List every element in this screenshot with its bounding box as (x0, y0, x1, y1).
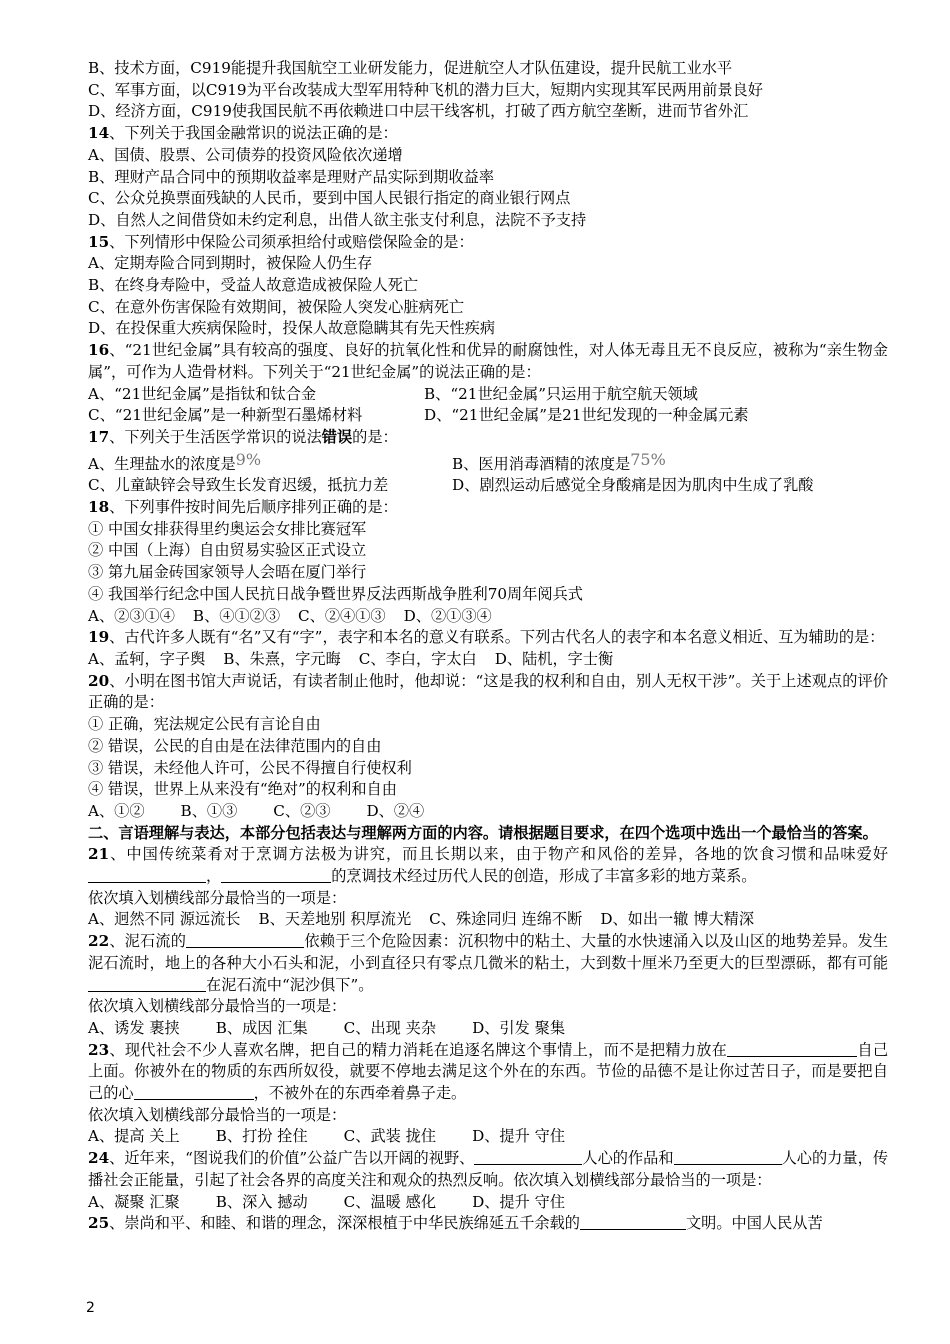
option-row (88, 384, 888, 406)
option-line: C、公众兑换票面残缺的人民币，要到中国人民银行指定的商业银行网点 (88, 189, 571, 208)
formula-value: 75% (630, 449, 666, 469)
question-number: 22 (88, 932, 110, 951)
option-b: B、①③ (180, 801, 238, 820)
question-text: 的烹调技术经过历代人民的创造，形成了丰富多彩的地方菜系。 (331, 867, 757, 886)
question-number: 24 (88, 1149, 110, 1168)
question-19-stem (88, 627, 888, 649)
question-number: 15 (88, 232, 110, 251)
question-17-stem (88, 427, 888, 449)
option-line: D、经济方面，C919使我国民航不再依赖进口中层干线客机，打破了西方航空垄断，进而节省外汇 (88, 102, 749, 121)
option-row (88, 405, 888, 427)
option-a (88, 449, 452, 476)
question-25-stem (88, 1213, 888, 1235)
option-a: A、迥然不同 源远流长 (88, 910, 241, 929)
question-ask: 依次填入划横线部分最恰当的一项是： (88, 888, 347, 907)
option-text: A、生理盐水的浓度是 (88, 454, 236, 473)
question-number: 18 (88, 498, 110, 517)
question-text: 人心的作品和 (582, 1149, 674, 1168)
option-row (88, 606, 888, 628)
option-b: B、“21世纪金属”只运用于航空航天领域 (424, 384, 698, 403)
option-c: C、武装 拢住 (343, 1127, 437, 1146)
question-18-stem (88, 497, 888, 519)
option-d: D、提升 守住 (472, 1192, 566, 1211)
question-text: 在泥石流中“泥沙俱下”。 (206, 975, 374, 994)
question-text: ， (206, 867, 222, 886)
option-d: D、②①③④ (403, 606, 492, 625)
list-item: ④ 错误，世界上从来没有“绝对”的权利和自由 (88, 780, 397, 799)
page-number: 2 (86, 1300, 95, 1316)
question-text: 文明。中国人民从苦 (685, 1214, 823, 1233)
question-text: 、中国传统菜肴对于烹调方法极为讲究，而且长期以来，由于物产和风俗的差异，各地的饮食习惯和品味爱好 (109, 845, 888, 864)
option-row (88, 801, 888, 823)
question-number: 23 (88, 1040, 110, 1059)
option-c: C、出现 夹杂 (343, 1018, 437, 1037)
question-number: 14 (88, 124, 110, 143)
option-d: D、引发 聚集 (472, 1018, 566, 1037)
emphasis-text: 错误 (321, 427, 353, 446)
question-number: 16 (88, 341, 110, 360)
option-c: C、殊途同归 连绵不断 (429, 910, 583, 929)
question-number: 20 (88, 671, 110, 690)
option-d: D、如出一辙 博大精深 (600, 910, 755, 929)
option-line: B、在终身寿险中，受益人故意造成被保险人死亡 (88, 276, 419, 295)
question-21-stem (88, 844, 888, 887)
fill-blank (134, 1084, 254, 1100)
option-a: A、“21世纪金属”是指钛和钛合金 (88, 384, 317, 403)
option-c: C、②③ (273, 801, 331, 820)
question-text: 、“21世纪金属”具有较高的强度、良好的抗氧化性和优异的耐腐蚀性，对人体无毒且无不良反应，被称为“亲生物金属”，可作为人造骨材料。下列关于“21世纪金属”的说法正确的是： (88, 341, 888, 381)
question-text: 、下列事件按时间先后顺序排列正确的是： (109, 498, 398, 517)
question-text: 、泥石流的 (109, 932, 187, 951)
option-row (88, 909, 888, 931)
question-16-stem (88, 340, 888, 383)
question-text: 、近年来，“图说我们的价值”公益广告以开阔的视野、 (109, 1149, 475, 1168)
option-d: D、②④ (366, 801, 425, 820)
question-22-stem (88, 931, 888, 996)
list-item: ② 中国（上海）自由贸易实验区正式设立 (88, 541, 367, 560)
question-text: 依赖于三个危险因素：沉积物中的粘土、大量的水快速涌入以及山区的地势差异。发生泥石流时，地上的各种大小石头和泥，小到直径只有零点几微米的粘土，大到数十厘米乃至更大的巨型漂砾，都有可能 (88, 932, 889, 972)
document-page (88, 58, 888, 1235)
fill-blank (474, 1149, 582, 1165)
option-line: D、自然人之间借贷如未约定利息，出借人欲主张支付利息，法院不予支持 (88, 210, 587, 229)
question-text: ，不被外在的东西牵着鼻子走。 (253, 1084, 467, 1103)
option-a: A、孟轲，字子舆 (88, 649, 206, 668)
question-text: 人心的力量，传播社会正能量，引起了社会各界的高度关注和观众的热烈反响。依次填入划横线部分最恰当的一项是： (88, 1149, 889, 1189)
question-text: 、下列关于我国金融常识的说法正确的是： (109, 124, 398, 143)
list-item: ③ 第九届金砖国家领导人会晤在厦门举行 (88, 563, 367, 582)
option-line: C、在意外伤害保险有效期间，被保险人突发心脏病死亡 (88, 297, 465, 316)
option-a: A、诱发 裹挟 (88, 1018, 180, 1037)
option-d: D、“21世纪金属”是21世纪发现的一种金属元素 (424, 406, 749, 425)
option-a: A、凝聚 汇聚 (88, 1192, 180, 1211)
question-15-stem (88, 232, 888, 254)
question-number: 25 (88, 1214, 110, 1233)
question-text: 自己上面。你被外在的物质的东西所奴役，就要不停地去满足这个外在的东西。节俭的品德不是让你过苦日子，而是要把自己的心 (88, 1040, 889, 1103)
question-23-stem (88, 1040, 888, 1105)
formula-value: 9% (235, 449, 262, 469)
option-a: A、提高 关上 (88, 1127, 180, 1146)
option-d: D、陆机，字士衡 (494, 649, 614, 668)
option-b: B、天差地别 积厚流光 (258, 910, 412, 929)
option-text: B、医用消毒酒精的浓度是 (452, 454, 631, 473)
list-item: ③ 错误，未经他人许可，公民不得擅自行使权利 (88, 758, 412, 777)
option-c: C、②④①③ (298, 606, 386, 625)
question-number: 21 (88, 845, 110, 864)
option-row (88, 475, 888, 497)
question-text: 、小明在图书馆大声说话，有读者制止他时，他却说：“这是我的权利和自由，别人无权干涉”。关于上述观点的评价正确的是： (88, 671, 888, 712)
option-c: C、温暖 感化 (343, 1192, 437, 1211)
option-row (88, 1018, 888, 1040)
fill-blank (88, 867, 206, 883)
option-b: B、成因 汇集 (215, 1018, 308, 1037)
question-14-stem (88, 123, 888, 145)
question-text: 、下列情形中保险公司须承担给付或赔偿保险金的是： (109, 232, 474, 251)
question-number: 19 (88, 628, 110, 647)
question-24-stem (88, 1148, 888, 1191)
option-a: A、①② (88, 801, 145, 820)
question-ask: 依次填入划横线部分最恰当的一项是： (88, 997, 347, 1016)
option-d: D、剧烈运动后感觉全身酸痛是因为肌肉中生成了乳酸 (452, 476, 814, 495)
question-20-stem (88, 671, 888, 714)
section-heading: 二、言语理解与表达，本部分包括表达与理解两方面的内容。请根据题目要求，在四个选项中选出一个最恰当的答案。 (88, 823, 878, 842)
option-a: A、②③①④ (88, 606, 175, 625)
option-line: C、军事方面，以C919为平台改装成大型军用特种飞机的潜力巨大，短期内实现其军民两用前景良好 (88, 80, 763, 99)
option-row (88, 1126, 888, 1148)
option-c: C、“21世纪金属”是一种新型石墨烯材料 (88, 406, 363, 425)
option-line: B、理财产品合同中的预期收益率是理财产品实际到期收益率 (88, 167, 495, 186)
option-c: C、儿童缺锌会导致生长发育迟缓，抵抗力差 (88, 476, 389, 495)
option-row (88, 649, 888, 671)
option-line: B、技术方面，C919能提升我国航空工业研发能力，促进航空人才队伍建设，提升民航工业水平 (88, 59, 733, 77)
option-b: B、朱熹，字元晦 (223, 649, 341, 668)
question-text: 、现代社会不少人喜欢名牌，把自己的精力消耗在追逐名牌这个事情上，而不是把精力放在 (109, 1040, 728, 1059)
question-text: 、崇尚和平、和睦、和谐的理念，深深根植于中华民族绵延五千余载的 (109, 1214, 580, 1233)
option-b: B、打扮 拴住 (215, 1127, 308, 1146)
fill-blank (186, 932, 304, 948)
option-row (88, 449, 888, 476)
question-ask: 依次填入划横线部分最恰当的一项是： (88, 1105, 347, 1124)
fill-blank (727, 1041, 857, 1057)
option-b (452, 449, 666, 476)
fill-blank (221, 867, 331, 883)
list-item: ① 正确，宪法规定公民有言论自由 (88, 715, 321, 734)
option-line: D、在投保重大疾病保险时，投保人故意隐瞒其有先天性疾病 (88, 319, 496, 338)
fill-blank (580, 1214, 686, 1230)
question-text: 、下列关于生活医学常识的说法 (109, 427, 322, 446)
list-item: ④ 我国举行纪念中国人民抗日战争暨世界反法西斯战争胜利70周年阅兵式 (88, 584, 583, 603)
question-number: 17 (88, 427, 110, 446)
question-text: 的是： (352, 427, 398, 446)
fill-blank (674, 1149, 782, 1165)
option-row (88, 1192, 888, 1214)
option-b: B、④①②③ (192, 606, 281, 625)
fill-blank (88, 976, 206, 992)
option-line: A、国债、股票、公司债券的投资风险依次递增 (88, 145, 403, 164)
option-b: B、深入 撼动 (215, 1192, 308, 1211)
list-item: ② 错误，公民的自由是在法律范围内的自由 (88, 736, 382, 755)
option-d: D、提升 守住 (472, 1127, 566, 1146)
question-text: 、古代许多人既有“名”又有“字”，表字和本名的意义有联系。下列古代名人的表字和本名意义相近、互为辅助的是： (109, 628, 885, 647)
option-line: A、定期寿险合同到期时，被保险人仍生存 (88, 254, 373, 273)
option-c: C、李白，字太白 (358, 649, 477, 668)
list-item: ① 中国女排获得里约奥运会女排比赛冠军 (88, 519, 367, 538)
